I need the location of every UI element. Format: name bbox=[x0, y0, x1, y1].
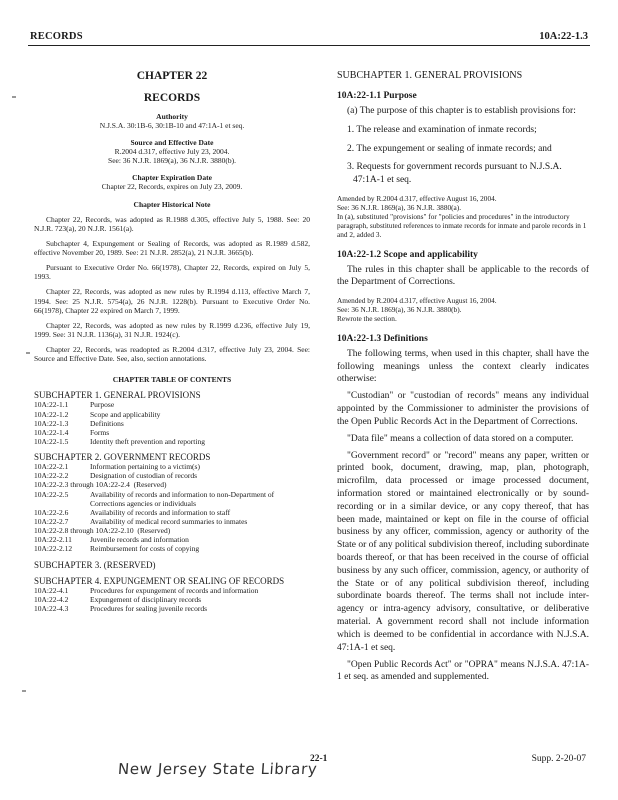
toc-section-title: Purpose bbox=[90, 400, 115, 410]
subchapter-heading: SUBCHAPTER 1. GENERAL PROVISIONS bbox=[337, 70, 523, 81]
purpose-item: 2. The expungement or sealing of inmate records; and bbox=[347, 143, 552, 154]
page-number: 22-1 bbox=[310, 754, 328, 764]
right-column bbox=[337, 64, 589, 684]
toc-subchapter: SUBCHAPTER 4. EXPUNGEMENT OR SEALING OF RECORDS bbox=[34, 575, 285, 586]
authority-heading: Authority bbox=[156, 112, 188, 121]
scan-mark bbox=[12, 96, 16, 98]
toc-section-number: 10A:22-2.8 through 10A:22-2.10 bbox=[34, 526, 134, 536]
history-note: Chapter 22, Records, was readopted as R.2004 d.317, effective July 23, 2004. See: Source and Effective Date. See, also, section annotations. bbox=[34, 345, 310, 364]
toc-section-number: 10A:22-4.1 bbox=[34, 585, 69, 595]
toc-section-number: 10A:22-2.6 bbox=[34, 507, 69, 517]
expiration-text: Chapter 22, Records, expires on July 23, 2009. bbox=[101, 182, 243, 192]
running-header-section: 10A:22-1.3 bbox=[539, 31, 588, 42]
toc-section-number: 10A:22-1.2 bbox=[34, 409, 69, 419]
toc-row bbox=[34, 586, 310, 595]
toc-subchapter: SUBCHAPTER 2. GOVERNMENT RECORDS bbox=[34, 452, 211, 463]
toc-section-title: Availability of records and information to non-Department of Corrections agencies or individuals bbox=[90, 489, 275, 508]
toc-section-title: (Reserved) bbox=[133, 480, 167, 490]
left-column bbox=[34, 64, 310, 613]
toc-row bbox=[34, 410, 310, 419]
toc-row bbox=[34, 544, 310, 553]
running-header-title: RECORDS bbox=[30, 31, 83, 42]
toc-heading: CHAPTER TABLE OF CONTENTS bbox=[112, 375, 232, 385]
source-heading: Source and Effective Date bbox=[130, 138, 214, 148]
toc-row bbox=[34, 595, 310, 604]
toc-row bbox=[34, 419, 310, 428]
toc-section-title: Procedures for sealing juvenile records bbox=[90, 603, 208, 613]
toc-section-title: (Reserved) bbox=[137, 526, 171, 536]
chapter-number: CHAPTER 22 bbox=[136, 70, 208, 82]
toc-section-title: Identity theft prevention and reporting bbox=[90, 436, 205, 446]
amendment-line: See: 36 N.J.R. 1869(a), 36 N.J.R. 3880(a). bbox=[337, 202, 462, 212]
toc-row bbox=[34, 604, 310, 613]
history-note: Chapter 22, Records, was adopted as new rules by R.1994 d.113, effective March 7, 1994. See: 25 N.J.R. 5754(a), 26 N.J.R. 1228(b). Pursuant to Executive Order No. 66(1978), Chapter 22 expired on March 7, 1999. bbox=[34, 287, 310, 315]
source-line-1: R.2004 d.317, effective July 23, 2004. bbox=[114, 147, 230, 157]
toc-section-title: Procedures for expungement of records and information bbox=[90, 585, 259, 595]
toc-section-number: 10A:22-2.3 through 10A:22-2.4 bbox=[34, 480, 130, 490]
toc-section-title: Reimbursement for costs of copying bbox=[90, 544, 200, 554]
library-watermark: New Jersey State Library bbox=[117, 760, 318, 778]
expiration-heading: Chapter Expiration Date bbox=[132, 173, 212, 183]
toc-section-number: 10A:22-2.7 bbox=[34, 516, 69, 526]
toc-row bbox=[34, 471, 310, 480]
toc-section-number: 10A:22-1.3 bbox=[34, 418, 69, 428]
scan-mark bbox=[26, 352, 30, 354]
amendment-line: Rewrote the section. bbox=[337, 313, 397, 323]
section-heading-definitions: 10A:22-1.3 Definitions bbox=[337, 333, 428, 344]
toc-section-title: Definitions bbox=[90, 418, 124, 428]
toc-row bbox=[34, 517, 310, 526]
toc-row bbox=[34, 462, 310, 471]
amendment-line: In (a), substituted "provisions" for "policies and procedures" in the introductory paragraph, substituted references to inmate records for inmate and parole records in 1 and 2, added 3. bbox=[337, 211, 587, 239]
definition-paragraph: "Custodian" or "custodian of records" means any individual appointed by the Commissioner to administer the provisions of the Open Public Records Act in the Department of Corrections. bbox=[337, 391, 589, 427]
definition-paragraph: "Data file" means a collection of data stored on a computer. bbox=[347, 433, 574, 444]
toc-row bbox=[34, 490, 310, 508]
toc-section-title: Information pertaining to a victim(s) bbox=[90, 462, 200, 472]
toc-row bbox=[34, 480, 310, 489]
toc-section-title: Availability of records and information to staff bbox=[90, 507, 231, 517]
purpose-intro: (a) The purpose of this chapter is to establish provisions for: bbox=[347, 106, 576, 116]
purpose-item: 3. Requests for government records pursuant to N.J.S.A. 47:1A-1 et seq. bbox=[347, 162, 562, 186]
authority-text: N.J.S.A. 30:1B-6, 30:1B-10 and 47:1A-1 et seq. bbox=[99, 121, 245, 130]
purpose-item: 1. The release and examination of inmate records; bbox=[347, 124, 537, 135]
toc-section-number: 10A:22-4.2 bbox=[34, 594, 69, 604]
toc-row bbox=[34, 437, 310, 446]
history-note: Chapter 22, Records, was adopted as new rules by R.1999 d.236, effective July 19, 1999. See: 31 N.J.R. 1136(a), 31 N.J.R. 1924(c). bbox=[34, 320, 310, 339]
toc-row bbox=[34, 508, 310, 517]
amendment-note bbox=[337, 297, 589, 324]
toc-section-title: Forms bbox=[90, 427, 110, 437]
definition-paragraph: "Government record" or "record" means any paper, written or printed book, document, drawing, map, plan, photograph, microfilm, data processed or image processed document, information stored or maintained electronically or by sound-recording or in a similar device, or any copy thereof, that has been made, maintained or kept on file in the course of official business by any officer, commission, agency or authority of the State or of any political subdivision thereof, including subordinate boards thereof, or that has been received in the course of official business by any such officer, commission, agency, or authority of the State or of any political subdivision thereof, including subordinate boards thereof. The terms shall not include inter-agency or intra-agency advisory, consultative, or deliberative material. A government record shall not include information which is deemed to be confidential in accordance with N.J.S.A. 47:1A-1 et seq. bbox=[337, 450, 589, 653]
toc-section-number: 10A:22-1.5 bbox=[34, 436, 69, 446]
history-note: Chapter 22, Records, was adopted as R.1988 d.305, effective July 5, 1988. See: 20 N.J.R. 723(a), 20 N.J.R. 1561(a). bbox=[34, 214, 310, 233]
toc-row bbox=[34, 535, 310, 544]
toc-section-title: Designation of custodian of records bbox=[90, 471, 198, 481]
toc-section-title: Juvenile records and information bbox=[90, 535, 189, 545]
scope-text: The rules in this chapter shall be applicable to the records of the Department of Corrections. bbox=[337, 264, 589, 288]
section-heading-scope: 10A:22-1.2 Scope and applicability bbox=[337, 249, 478, 260]
scan-mark bbox=[22, 690, 26, 692]
chapter-title: RECORDS bbox=[143, 92, 201, 104]
toc-section-number: 10A:22-4.3 bbox=[34, 603, 69, 613]
toc-row bbox=[34, 526, 310, 535]
toc-section-title: Availability of medical record summaries to inmates bbox=[90, 516, 248, 526]
supplement-date: Supp. 2-20-07 bbox=[531, 754, 586, 764]
toc-section-title: Expungement of disciplinary records bbox=[90, 594, 202, 604]
toc-section-number: 10A:22-1.4 bbox=[34, 427, 69, 437]
amendment-line: Amended by R.2004 d.317, effective August 16, 2004. bbox=[337, 194, 497, 204]
header-rule bbox=[28, 45, 590, 46]
amendment-line: See: 36 N.J.R. 1869(a), 36 N.J.R. 3880(b). bbox=[337, 305, 462, 315]
toc-section-number: 10A:22-2.2 bbox=[34, 471, 69, 481]
toc-subchapter: SUBCHAPTER 1. GENERAL PROVISIONS bbox=[34, 390, 201, 401]
toc-section-number: 10A:22-2.11 bbox=[34, 535, 72, 545]
toc-subchapter: SUBCHAPTER 3. (RESERVED) bbox=[34, 559, 156, 570]
definition-paragraph: "Open Public Records Act" or "OPRA" means N.J.S.A. 47:1A-1 et seq. as amended and supplemented. bbox=[337, 659, 589, 683]
amendment-note bbox=[337, 195, 589, 239]
history-heading: Chapter Historical Note bbox=[133, 199, 211, 209]
amendment-line: Amended by R.2004 d.317, effective August 16, 2004. bbox=[337, 296, 497, 306]
definitions-intro: The following terms, when used in this chapter, shall have the following meanings unless the context clearly indicates otherwise: bbox=[337, 348, 589, 385]
toc-section-number: 10A:22-2.12 bbox=[34, 544, 73, 554]
history-note: Subchapter 4, Expungement or Sealing of Records, was adopted as R.1989 d.582, effective November 20, 1989. See: 21 N.J.R. 2852(a), 21 N.J.R. 3665(b). bbox=[34, 238, 310, 257]
section-heading-purpose: 10A:22-1.1 Purpose bbox=[337, 91, 417, 101]
history-note: Pursuant to Executive Order No. 66(1978), Chapter 22, Records, expired on July 5, 1993. bbox=[34, 263, 310, 282]
toc-section-title: Scope and applicability bbox=[90, 409, 161, 419]
source-line-2: See: 36 N.J.R. 1869(a), 36 N.J.R. 3880(b). bbox=[108, 156, 236, 166]
toc-row bbox=[34, 400, 310, 409]
toc-row bbox=[34, 428, 310, 437]
toc-section-number: 10A:22-1.1 bbox=[34, 400, 69, 410]
toc-section-number: 10A:22-2.5 bbox=[34, 489, 69, 499]
toc-section-number: 10A:22-2.1 bbox=[34, 462, 69, 472]
